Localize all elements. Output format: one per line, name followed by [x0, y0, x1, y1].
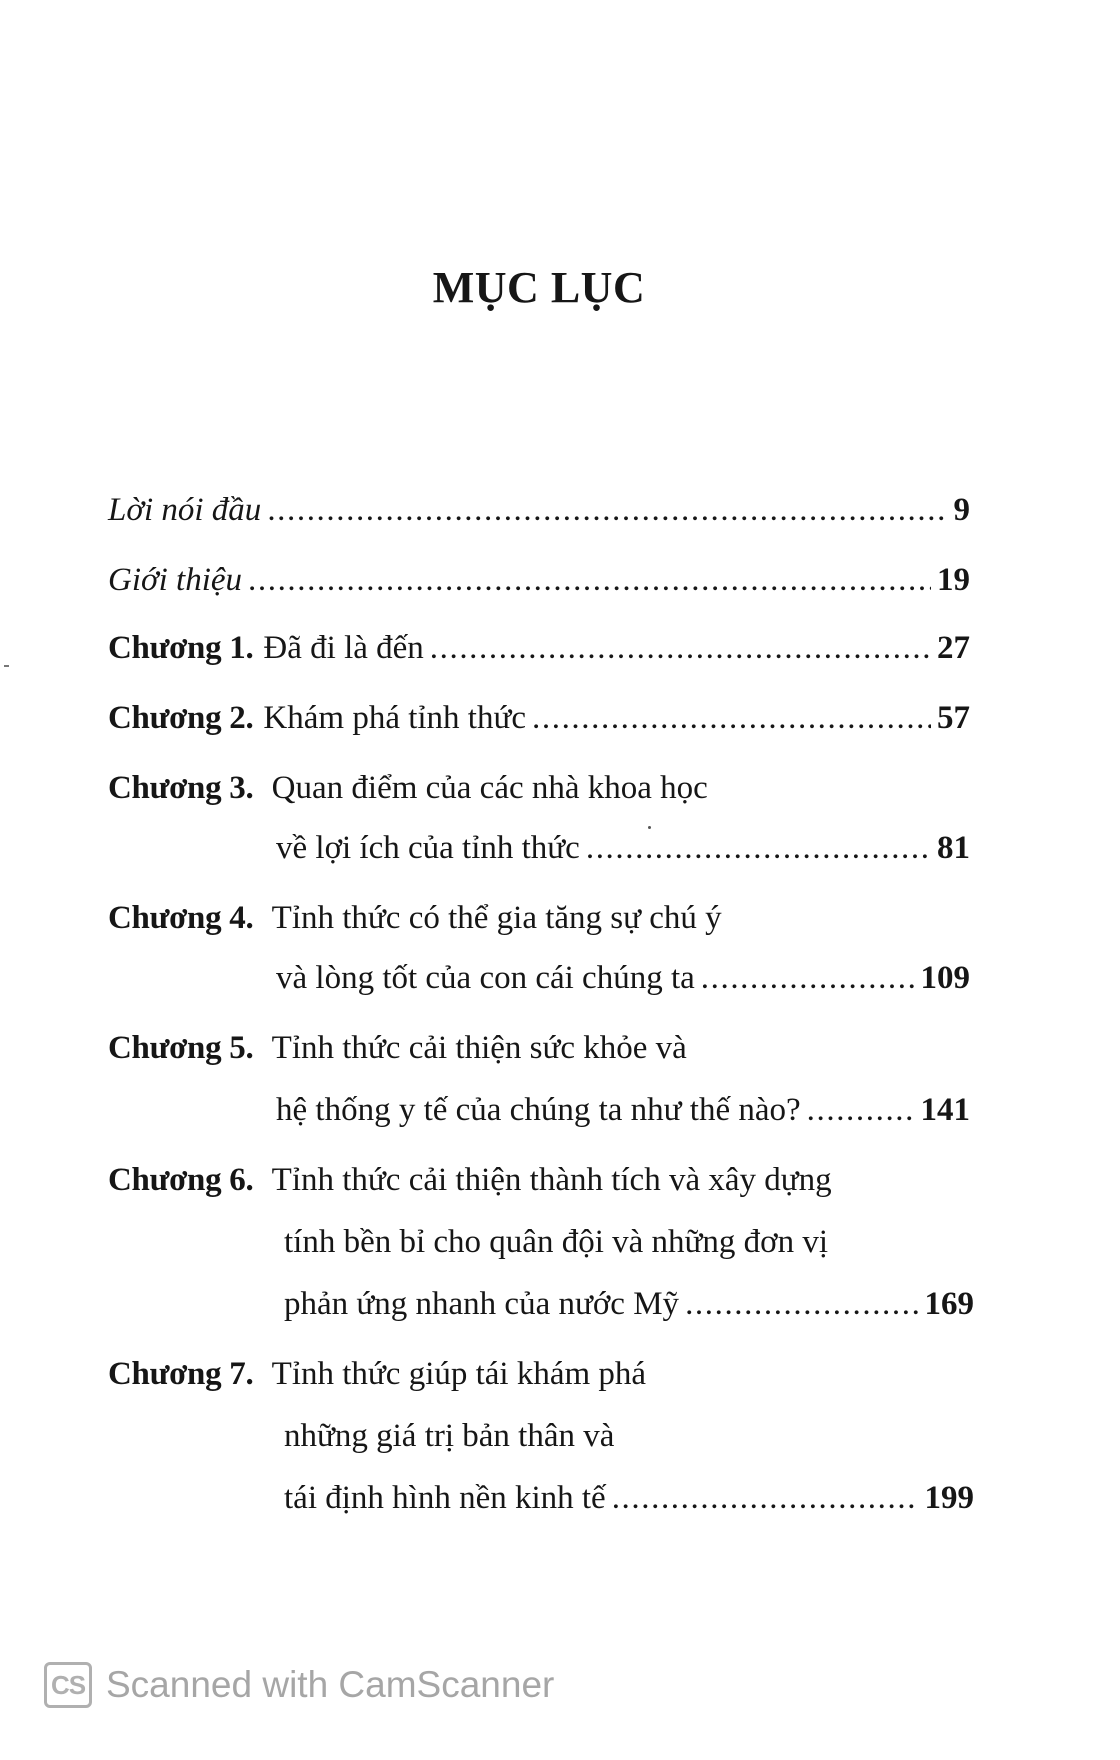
- toc-page-number: 57: [937, 700, 970, 736]
- toc-leader: [532, 698, 931, 738]
- toc-entry-chapter-6-continued[interactable]: [284, 1284, 974, 1324]
- chapter-lead: Chương 2.: [108, 700, 254, 736]
- toc-entry-chapter-2[interactable]: [108, 698, 970, 738]
- chapter-title: Khám phá tỉnh thức: [263, 700, 527, 736]
- watermark-text: Scanned with CamScanner: [106, 1664, 555, 1705]
- chapter-lead: Chương 3.: [108, 770, 254, 806]
- toc-entry-chapter-5-continued[interactable]: [276, 1090, 970, 1130]
- toc-entry-intro[interactable]: [108, 560, 970, 600]
- toc-leader: [807, 1090, 915, 1130]
- toc-entry-chapter-4[interactable]: [108, 898, 722, 938]
- toc-entry-preface[interactable]: [108, 490, 970, 530]
- toc-entry-chapter-5[interactable]: [108, 1028, 687, 1068]
- toc-entry-chapter-7[interactable]: [108, 1354, 646, 1394]
- chapter-title-line-1: Tỉnh thức cải thiện thành tích và xây dựng: [271, 1162, 832, 1198]
- toc-leader: [612, 1478, 919, 1518]
- camscanner-logo-icon: CS: [44, 1662, 92, 1708]
- toc-page-number: 141: [920, 1092, 970, 1128]
- toc-leader: [701, 958, 915, 998]
- chapter-title-line-3: tái định hình nền kinh tế: [284, 1480, 606, 1516]
- chapter-title-line-2: những giá trị bản thân và: [284, 1418, 615, 1454]
- chapter-title-line-2: tính bền bỉ cho quân đội và những đơn vị: [284, 1224, 829, 1260]
- chapter-title-line-1: Tỉnh thức cải thiện sức khỏe và: [271, 1030, 687, 1066]
- toc-entry-chapter-1[interactable]: [108, 628, 970, 668]
- toc-page-number: 81: [937, 830, 970, 866]
- chapter-title: Đã đi là đến: [263, 630, 424, 666]
- chapter-lead: Chương 7.: [108, 1356, 254, 1392]
- toc-page-number: 169: [924, 1286, 974, 1322]
- toc-page-number: 199: [924, 1480, 974, 1516]
- toc-leader: [685, 1284, 918, 1324]
- toc-page-number: 27: [937, 630, 970, 666]
- chapter-title-line-2: và lòng tốt của con cái chúng ta: [276, 960, 695, 996]
- chapter-title-line-3: phản ứng nhanh của nước Mỹ: [284, 1286, 680, 1322]
- chapter-lead: Chương 6.: [108, 1162, 254, 1198]
- page-title: MỤC LỤC: [432, 263, 646, 312]
- toc-label: Lời nói đầu: [108, 492, 262, 528]
- camscanner-watermark: [44, 1662, 554, 1708]
- toc-entry-chapter-4-continued[interactable]: [276, 958, 970, 998]
- toc-label: Giới thiệu: [108, 562, 243, 598]
- toc-entry-chapter-7-line-2: [284, 1416, 614, 1456]
- toc-entry-chapter-6[interactable]: [108, 1160, 832, 1200]
- chapter-title-line-1: Tỉnh thức giúp tái khám phá: [271, 1356, 647, 1392]
- toc-leader: [267, 490, 947, 530]
- toc-page-number: 9: [953, 492, 970, 528]
- chapter-title-line-2: về lợi ích của tỉnh thức: [276, 830, 580, 866]
- toc-page-number: 19: [937, 562, 970, 598]
- chapter-lead: Chương 5.: [108, 1030, 254, 1066]
- toc-entry-chapter-6-line-2: [284, 1222, 828, 1262]
- toc-leader: [248, 560, 931, 600]
- chapter-title-line-2: hệ thống y tế của chúng ta như thế nào?: [276, 1092, 801, 1128]
- chapter-lead: Chương 4.: [108, 900, 254, 936]
- toc-entry-chapter-3[interactable]: [108, 768, 708, 808]
- chapter-title-line-1: Quan điểm của các nhà khoa học: [271, 770, 708, 806]
- toc-entry-chapter-7-continued[interactable]: [284, 1478, 974, 1518]
- toc-entry-chapter-3-continued[interactable]: [276, 828, 970, 868]
- toc-page-number: 109: [920, 960, 970, 996]
- toc-leader: [430, 628, 931, 668]
- chapter-lead: Chương 1.: [108, 630, 254, 666]
- scan-artifact: [4, 665, 9, 667]
- toc-leader: [586, 828, 931, 868]
- chapter-title-line-1: Tỉnh thức có thể gia tăng sự chú ý: [271, 900, 722, 936]
